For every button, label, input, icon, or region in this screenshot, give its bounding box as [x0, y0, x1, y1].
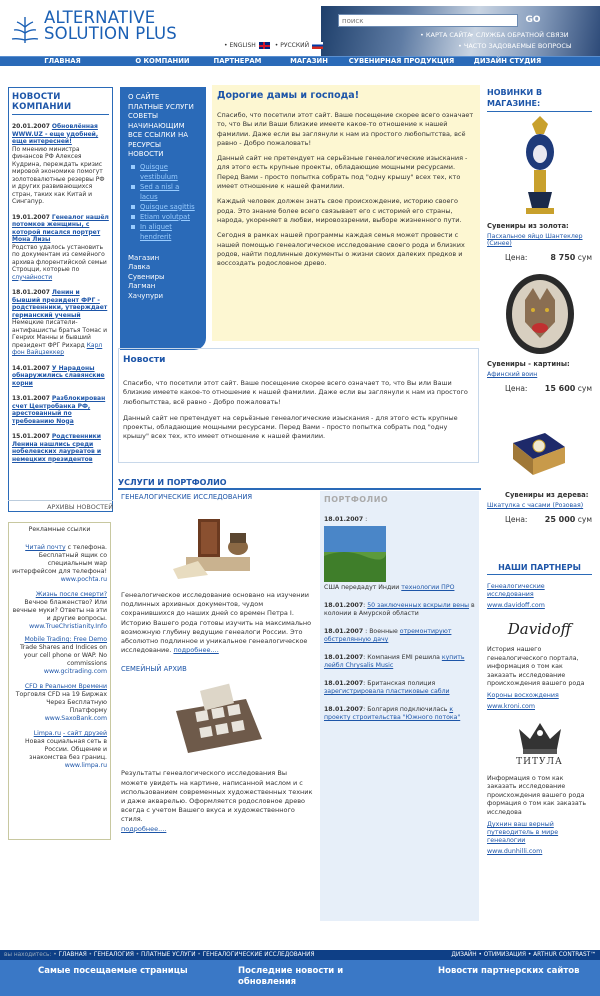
- ad-item: [12, 591, 107, 629]
- main-nav: [0, 56, 600, 66]
- more-link[interactable]: подробнее....: [121, 824, 167, 833]
- news-item: [12, 433, 109, 463]
- menu-paid-services[interactable]: ПЛАТНЫЕ УСЛУГИ: [128, 102, 194, 111]
- submenu-item[interactable]: [138, 162, 198, 182]
- product-price: [487, 515, 592, 524]
- portfolio-date: 18.01.2007: [324, 680, 364, 687]
- feedback-label: СЛУЖБА ОБРАТНОЙ СВЯЗИ: [475, 31, 569, 39]
- menu-news[interactable]: НОВОСТИ: [128, 150, 164, 158]
- breadcrumb-item[interactable]: ГЕНЕАЛОГИЧЕСКИЕ ИССЛЕДОВАНИЯ: [202, 952, 315, 958]
- portfolio-text: Компания EMI решила: [367, 654, 440, 661]
- footer-popular-pages[interactable]: Самые посещаемые страницы: [38, 966, 188, 976]
- more-link[interactable]: подробнее....: [173, 646, 219, 655]
- portfolio-link[interactable]: купить лейбл Chrysalis Music: [324, 654, 465, 669]
- ad-url-link[interactable]: www.gcitrading.com: [43, 668, 107, 675]
- welcome-paragraph: Сегодня в рамках нашей программы каждая семья может провести с нашей помощью генеалогическое исследование своего рода и близких родов, найти подлинные документы о жизни своих далеких предков и воссоздать родословное древо.: [217, 231, 465, 268]
- service-heading-genealogy[interactable]: ГЕНЕАЛОГИЧЕСКИЕ ИССЛЕДОВАНИЯ: [121, 493, 253, 501]
- logo-line1: ALTERNATIVE: [44, 8, 156, 27]
- lang-ru-link[interactable]: • РУССКИЙ: [275, 42, 326, 49]
- partner-description: История нашего генеалогического портала, информация о том как заказать исследование происхождения вашего рода: [487, 646, 585, 687]
- portfolio-date: 18.01.2007: [324, 602, 364, 609]
- photo-album-image: [166, 681, 270, 759]
- portfolio-title: ПОРТФОЛИО: [324, 495, 389, 504]
- breadcrumb-item[interactable]: ГЕНЕАЛОГИЯ: [93, 952, 134, 958]
- submenu-item[interactable]: [138, 212, 198, 222]
- ad-headline-link[interactable]: Mobile Trading: Free Demo: [24, 636, 107, 643]
- portfolio-date: 18.01.2007: [324, 706, 364, 713]
- product-link[interactable]: Афинский воин: [487, 371, 538, 378]
- section-menu: [120, 87, 206, 350]
- product-link[interactable]: Пасхальное яйцо Шантеклер (Синее): [487, 233, 583, 247]
- menu-khachapuri[interactable]: Хачупури: [128, 291, 164, 300]
- ad-headline-link[interactable]: Читай почту: [25, 544, 66, 551]
- price-label: Цена:: [505, 384, 528, 393]
- partner-url[interactable]: www.kroni.com: [487, 702, 536, 710]
- ad-body: Бесплатный ящик со специальным wap интерфейсом для телефона!: [12, 552, 107, 575]
- nav-about[interactable]: О КОМПАНИИ: [135, 57, 190, 65]
- portfolio-item: [324, 584, 475, 592]
- news-item: [12, 365, 109, 388]
- news-item: [12, 395, 109, 425]
- submenu-label: In aliquet hendrerit: [140, 222, 172, 241]
- ad-item: [12, 636, 107, 676]
- product-link[interactable]: Шкатулка с часами (Розовая): [487, 502, 584, 509]
- ad-body: Trade Shares and Indices on your cell phone or WAP. No commissions: [19, 644, 107, 667]
- news-headline-link[interactable]: У Нарадоны обнаружились славянские корни: [12, 364, 105, 387]
- news-body-text: Родство удалось установить по документам из семейного архива флорентийской семьи Строцци, которые по: [12, 243, 107, 273]
- news-submenu: [138, 162, 198, 242]
- portfolio-text: Болгария подключилась: [367, 706, 448, 713]
- submenu-label: Etiam volutpat: [140, 212, 190, 221]
- faq-link[interactable]: • ЧАСТО ЗАДОВАЕМЫЕ ВОПРОСЫ: [458, 42, 572, 50]
- portfolio-link[interactable]: технологии ПРО: [401, 584, 455, 591]
- menu-store[interactable]: Лавка: [128, 263, 151, 271]
- product-price: [487, 384, 592, 393]
- breadcrumb-item[interactable]: ГЛАВНАЯ: [58, 952, 87, 958]
- product-category: Сувениры из золота:: [487, 222, 569, 230]
- footer: [0, 960, 600, 996]
- portfolio-item: 18.01.2007: Болгария подключилась к проекту строительства "Южного потока": [324, 706, 461, 721]
- nav-design-studio[interactable]: ДИЗАЙН СТУДИЯ: [473, 57, 542, 65]
- partners-panel: [487, 563, 592, 859]
- header: [0, 0, 600, 56]
- price-unit: сум: [577, 384, 592, 393]
- breadcrumb-prefix: вы находитесь:: [4, 952, 52, 958]
- nav-souvenirs[interactable]: СУВЕНИРНАЯ ПРОДУКЦИЯ: [348, 57, 455, 65]
- welcome-box: [212, 85, 480, 341]
- ad-url-link[interactable]: www.limpa.ru: [64, 762, 107, 769]
- ad-item: [12, 730, 107, 770]
- product-price: [487, 253, 592, 262]
- search-go-button[interactable]: GO: [525, 15, 541, 25]
- news-headline-link[interactable]: Генеалог нашёл потомков женщины, с которой писался портрет Мона Лизы: [12, 213, 109, 243]
- easter-egg-image[interactable]: [510, 116, 570, 218]
- product-category: Сувениры из дерева:: [505, 491, 589, 499]
- ru-flag-icon: [312, 42, 323, 49]
- breadcrumb: вы находитесь: • ГЛАВНАЯ • ГЕНЕАЛОГИЯ • ПЛАТНЫЕ УСЛУГИ • ГЕНЕАЛОГИЧЕСКИЕ ИССЛЕДОВАНИЯ ДИЗАЙН • ОТИМИЗАЦИЯ • ARTHUR CONTRAST™: [0, 950, 600, 960]
- menu-about[interactable]: О САЙТЕ: [128, 93, 160, 101]
- welcome-title: Дорогие дамы и господа!: [217, 90, 360, 101]
- ad-url-link[interactable]: www.pochta.ru: [60, 576, 107, 583]
- breadcrumb-item[interactable]: ПЛАТНЫЕ УСЛУГИ: [140, 952, 196, 958]
- submenu-label: Sed a nisl a lacus: [140, 182, 180, 201]
- portfolio-text: Британская полиция: [367, 680, 436, 687]
- partners-title: НАШИ ПАРТНЕРЫ: [487, 563, 592, 575]
- news-body-text: Немецкие писатели-антифашисты братья Томас и Генрих Манны и бывший президент ФРГ Рихард: [12, 319, 108, 349]
- menu-resources[interactable]: РЕСУРСЫ: [128, 140, 162, 149]
- price-label: Цена:: [505, 253, 528, 262]
- titula-logo[interactable]: ТИТУЛА: [516, 756, 563, 767]
- service-description: Результаты генеалогического исследования Вы можете увидеть на картине, написанной маслом и с использованием современных художественных техник и даже акварелью. Оформляется родословное древо всегда с учетом Вашего вкуса и художественного стиля.: [121, 769, 313, 824]
- feedback-link[interactable]: • СЛУЖБА ОБРАТНОЙ СВЯЗИ: [470, 31, 569, 39]
- company-news-panel: [8, 87, 113, 512]
- portfolio-text: Военные: [369, 628, 398, 635]
- news-item: [12, 214, 109, 282]
- menu-all-links[interactable]: ВСЕ ССЫЛКИ НА: [128, 131, 189, 139]
- search-input[interactable]: [338, 14, 518, 27]
- site-logo[interactable]: [44, 10, 177, 42]
- news-date: 20.01.2007: [12, 123, 50, 130]
- submenu-item[interactable]: [138, 182, 198, 202]
- company-news-title-line2: КОМПАНИИ: [12, 102, 72, 112]
- davidoff-logo[interactable]: Davidoff: [507, 620, 572, 638]
- menu-beginners[interactable]: НАЧИНАЮЩИМ: [128, 121, 185, 130]
- logo-tree-icon: [9, 13, 41, 45]
- price-unit: сум: [577, 253, 592, 262]
- news-headline-link[interactable]: Обновлённая WWW.UZ - еще удобней, еще интересней!: [12, 123, 99, 145]
- price-value: 25 000: [544, 515, 576, 524]
- news-body: [12, 244, 109, 282]
- sitemap-link[interactable]: • КАРТА САЙТА: [420, 31, 472, 39]
- news-body: [12, 319, 109, 357]
- news-headline-link[interactable]: Ленин и бывший президент ФРГ - родственники, утверждает германский ученый: [12, 289, 108, 319]
- partner-description: Информация о том как заказать исследование происхождения вашего рода формация о том как заказать исследова: [487, 774, 587, 816]
- service-description: [118, 591, 318, 655]
- footer-latest-news[interactable]: Последние новости и обновления: [238, 966, 344, 987]
- company-news-box: [8, 87, 113, 512]
- price-value: 8 750: [550, 253, 576, 262]
- portfolio-item: 18.01.2007: 50 заключенных вскрыли вены в колонии в Амурской области: [324, 602, 475, 617]
- submenu-item[interactable]: [138, 222, 198, 242]
- portfolio-date: 18.01.2007: [324, 628, 364, 635]
- service-description-text: Генеалогическое исследование основано на изучении подлинных архивных документов, чудом сохранившихся до наших дней со времен Петра I. Историю Вашего рода готовы изучить на максимально возможную глубину ведущие генеалоги России. Это абсолютно подлинное и уникальное генеалогическое исследование.: [121, 591, 312, 655]
- ad-headline-link[interactable]: Жизнь после смерти?: [35, 591, 107, 598]
- portfolio-date: 18.01.2007: [324, 516, 364, 523]
- old-books-image: [168, 509, 268, 581]
- sitemap-label: КАРТА САЙТА: [425, 31, 472, 39]
- shop-title: НОВИНКИ В МАГАЗИНЕ:: [487, 87, 592, 112]
- portfolio-link[interactable]: зарегистрировала пластиковые сабли: [324, 688, 450, 695]
- price-value: 15 600: [544, 384, 576, 393]
- news-body: По мнению министра финансов РФ Алексея Кудрина, переждать кризис мировой экономике помогут золотовалютные резервы РФ и других развивающихся стран, таких как Китай и Сингапур.: [12, 145, 105, 205]
- news-more-link[interactable]: Карл фон Вайцзеккер: [12, 341, 103, 356]
- news-headline-link[interactable]: Родственники Ленина нашлись среди нобелевских лауреатов и немецких президентов: [12, 433, 102, 463]
- portfolio-item: 18.01.2007: Компания EMI решила купить лейбл Chrysalis Music: [324, 654, 465, 669]
- landscape-thumbnail[interactable]: [324, 526, 386, 582]
- portfolio-text: в колонии в Амурской области: [324, 602, 475, 617]
- welcome-paragraph: Данный сайт не претендует на серьёзные генеалогические изыскания - для этого есть крупные проекты, обладающие мощными ресурсами. Перед Вами - просто попытка собрать под "одну крышу" всех тех, кто имеет отношение к нашей фамилии.: [217, 154, 468, 191]
- portfolio-date: 18.01.2007: [324, 654, 364, 661]
- company-news-title-line1: НОВОСТИ: [12, 92, 61, 102]
- submenu-label: Quisque vestibulum: [140, 162, 178, 181]
- portfolio-link[interactable]: 50 заключенных вскрыли вены: [367, 602, 470, 609]
- nav-partners[interactable]: ПАРТНЕРАМ: [213, 57, 262, 65]
- portfolio-text: США передадут Индии: [324, 584, 400, 591]
- news-date: 18.01.2007: [12, 289, 50, 296]
- lang-en-label: ENGLISH: [229, 42, 256, 49]
- services-title: УСЛУГИ И ПОРТФОЛИО: [118, 478, 481, 490]
- menu-lagman[interactable]: Лагман: [128, 282, 156, 290]
- sponsored-links: [8, 522, 111, 840]
- menu-souvenirs[interactable]: Сувениры: [128, 272, 165, 281]
- partner-link[interactable]: Духнин ваш верный путеводитель в мире генеалогии: [487, 821, 559, 844]
- ad-item: [12, 683, 107, 723]
- news-item: [12, 289, 109, 357]
- ad-body: Торговля CFD на 19 Биржах Через Бесплатную Платформу: [15, 691, 107, 714]
- lang-en-link[interactable]: • ENGLISH: [224, 42, 273, 49]
- news-date: 13.01.2007: [12, 395, 50, 402]
- nav-shop[interactable]: МАГАЗИН: [290, 57, 328, 65]
- portfolio-item: 18.01.2007: Британская полиция зарегистрировала пластиковые сабли: [324, 680, 450, 695]
- uk-flag-icon: [259, 42, 270, 49]
- clock-box-image[interactable]: [509, 403, 569, 487]
- services-section: [118, 492, 318, 834]
- submenu-label: Quisque sagittis: [140, 202, 195, 211]
- partner-url[interactable]: www.dunhilli.com: [487, 848, 543, 855]
- welcome-paragraph: Спасибо, что посетили этот сайт. Ваше посещение скорее всего означает то, что Вы или Ваши близкие имеете какое-то отношение к нашей фамилии. Даже если вы заглянули к нам из простого любопытства, всё равно - Добро пожаловать!: [217, 111, 474, 147]
- price-unit: сум: [577, 515, 592, 524]
- credits: ДИЗАЙН • ОТИМИЗАЦИЯ • ARTHUR CONTRAST™: [451, 952, 596, 958]
- language-switch: [224, 42, 326, 49]
- lang-ru-label: РУССКИЙ: [280, 42, 310, 49]
- portfolio-link[interactable]: к проекту строительства "Южного потока": [324, 706, 461, 721]
- ad-body: Вечное блаженство? Или вечные муки? Ответы на эти и другие вопросы.: [12, 599, 107, 622]
- news-more-link[interactable]: случайности: [12, 273, 53, 281]
- portfolio-item: 18.01.2007 :: [324, 516, 368, 523]
- service-heading-archive[interactable]: СЕМЕЙНЫЙ АРХИВ: [121, 665, 187, 674]
- ad-item: [12, 544, 107, 584]
- portfolio-panel: [320, 491, 479, 921]
- portfolio-item: 18.01.2007 : Военные отремонтируют обстрелянную дачу: [324, 628, 452, 643]
- shop-panel: [487, 87, 592, 524]
- news-panel-title: Новости: [123, 355, 166, 365]
- logo-line2: SOLUTION PLUS: [44, 24, 177, 43]
- news-archive-link[interactable]: АРХИВЫ НОВОСТЕЙ: [8, 500, 113, 511]
- news-date: 19.01.2007: [12, 213, 50, 221]
- news-panel: [118, 348, 479, 463]
- ad-headline-tail: с телефона.: [67, 544, 107, 551]
- nav-home[interactable]: ГЛАВНАЯ: [44, 57, 81, 65]
- ad-headline-tail[interactable]: - сайт друзей: [63, 730, 107, 737]
- news-headline-link[interactable]: Разблокирован счет Центробанка РФ, арестованный по требованию Noga: [12, 395, 106, 425]
- crown-logo-icon[interactable]: [515, 717, 565, 757]
- ad-headline-link[interactable]: CFD в Реальном Времени: [24, 683, 107, 690]
- partner-url[interactable]: www.davidoff.com: [487, 602, 545, 609]
- wolf-painting-image[interactable]: [505, 272, 575, 356]
- footer-partner-news[interactable]: Новости партнерских сайтов: [438, 966, 580, 976]
- ad-body: Новая социальная сеть в России. Общение и знакомства без границ.: [25, 738, 107, 761]
- price-label: Цена:: [505, 515, 528, 524]
- ad-url-link[interactable]: www.TrueChristianity.Info: [29, 623, 107, 629]
- news-date: 14.01.2007: [12, 364, 50, 372]
- ad-url-link[interactable]: www.SaxoBank.com: [44, 715, 107, 722]
- news-item: [12, 123, 109, 206]
- news-paragraph: Данный сайт не претендует на серьёзные генеалогические изыскания - для этого есть крупные проекты, обладающие мощными ресурсами. Перед Вами - просто попытка собрать под "одну крышу" всех тех, кто имеет отношение к нашей фамилии.: [123, 413, 458, 441]
- menu-tips[interactable]: СОВЕТЫ: [128, 112, 159, 120]
- submenu-item[interactable]: [138, 202, 198, 212]
- welcome-paragraph: Каждый человек должен знать свое происхождение, историю своего рода. Это знание более всего связывает его с историей его страны, народа, укореняет в любви, мировоззрении, выборе жизненного пути.: [217, 197, 462, 224]
- ad-headline-link[interactable]: Limpa.ru: [33, 730, 62, 737]
- company-news-title: [12, 92, 109, 112]
- partner-link[interactable]: Короны восхождения: [487, 691, 559, 699]
- menu-shop[interactable]: Магазин: [128, 253, 160, 262]
- product-category: Сувениры - картины:: [487, 360, 570, 368]
- news-date: 15.01.2007: [12, 433, 50, 440]
- faq-label: ЧАСТО ЗАДОВАЕМЫЕ ВОПРОСЫ: [463, 42, 572, 50]
- portfolio-link[interactable]: отремонтируют обстрелянную дачу: [324, 628, 452, 643]
- news-paragraph: Спасибо, что посетили этот сайт. Ваше посещение скорее всего означает то, что Вы или Ваши близкие имеете какое-то отношение к нашей фамилии. Даже если вы заглянули к нам из простого любопытства, всё равно - Добро пожаловать!: [123, 379, 468, 406]
- partner-link[interactable]: Генеалогические исследования: [487, 583, 545, 598]
- ads-title: Рекламные ссылки: [28, 526, 91, 533]
